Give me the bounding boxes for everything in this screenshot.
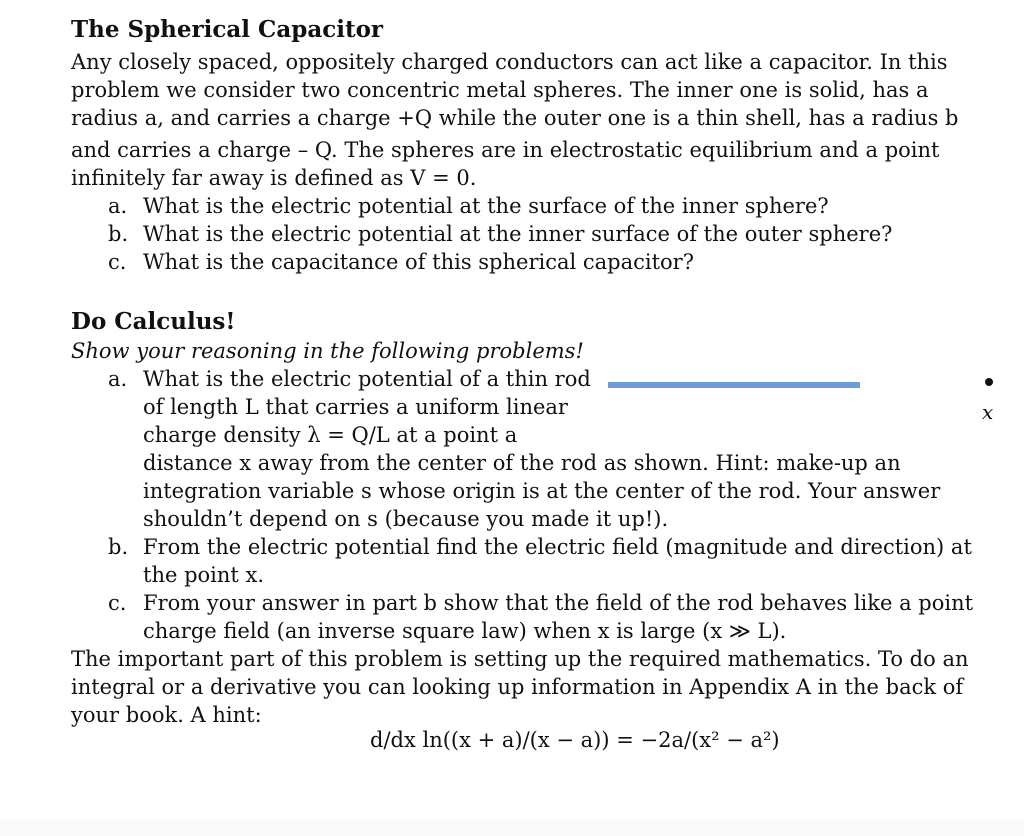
paragraph-line: infinitely far away is defined as V = 0. xyxy=(71,166,477,190)
field-point-label: x xyxy=(982,400,994,424)
paragraph-line: and carries a charge – Q. The spheres are in electrostatic equilibrium and a point xyxy=(71,138,940,162)
problem-label: c. xyxy=(108,591,127,615)
paragraph-line: problem we consider two concentric metal spheres. The inner one is solid, has a xyxy=(71,78,929,102)
problem-a-line: shouldn’t depend on s (because you made it up!). xyxy=(143,507,669,531)
problem-label: b. xyxy=(108,535,129,559)
page-bottom-band xyxy=(0,820,1024,836)
question-text: What is the electric potential at the inner surface of the outer sphere? xyxy=(143,222,893,246)
problem-a-line: integration variable s whose origin is at the center of the rod. Your answer xyxy=(143,479,941,503)
problem-b-line: the point x. xyxy=(143,563,265,587)
problem-b-line: From the electric potential find the electric field (magnitude and direction) at xyxy=(143,535,972,559)
problem-a-line: What is the electric potential of a thin rod xyxy=(143,367,591,391)
question-label: c. xyxy=(108,250,127,274)
closing-line: your book. A hint: xyxy=(71,703,262,727)
problem-a-line: charge density λ = Q/L at a point a xyxy=(143,423,518,447)
section-subtitle: Show your reasoning in the following problems! xyxy=(71,339,584,363)
section-title-do-calculus: Do Calculus! xyxy=(71,308,236,335)
paragraph-line: radius a, and carries a charge +Q while the outer one is a thin shell, has a radius b xyxy=(71,106,959,130)
charged-rod xyxy=(608,382,860,388)
section-title-spherical-capacitor: The Spherical Capacitor xyxy=(71,16,384,43)
paragraph-line: Any closely spaced, oppositely charged conductors can act like a capacitor. In this xyxy=(71,50,948,74)
field-point-dot xyxy=(985,378,993,386)
problem-a-line: distance x away from the center of the rod as shown. Hint: make-up an xyxy=(143,451,901,475)
question-label: b. xyxy=(108,222,129,246)
problem-c-line: charge field (an inverse square law) when x is large (x ≫ L). xyxy=(143,619,787,643)
closing-line: The important part of this problem is setting up the required mathematics. To do an xyxy=(71,647,969,671)
problem-c-line: From your answer in part b show that the field of the rod behaves like a point xyxy=(143,591,974,615)
hint-equation: d/dx ln((x + a)/(x − a)) = −2a/(x² − a²) xyxy=(370,728,780,752)
problem-a-line: of length L that carries a uniform linear xyxy=(143,395,568,419)
problem-label: a. xyxy=(108,367,128,391)
closing-line: integral or a derivative you can looking up information in Appendix A in the back of xyxy=(71,675,964,699)
question-text: What is the electric potential at the surface of the inner sphere? xyxy=(143,194,829,218)
question-label: a. xyxy=(108,194,128,218)
question-text: What is the capacitance of this spherical capacitor? xyxy=(143,250,694,274)
